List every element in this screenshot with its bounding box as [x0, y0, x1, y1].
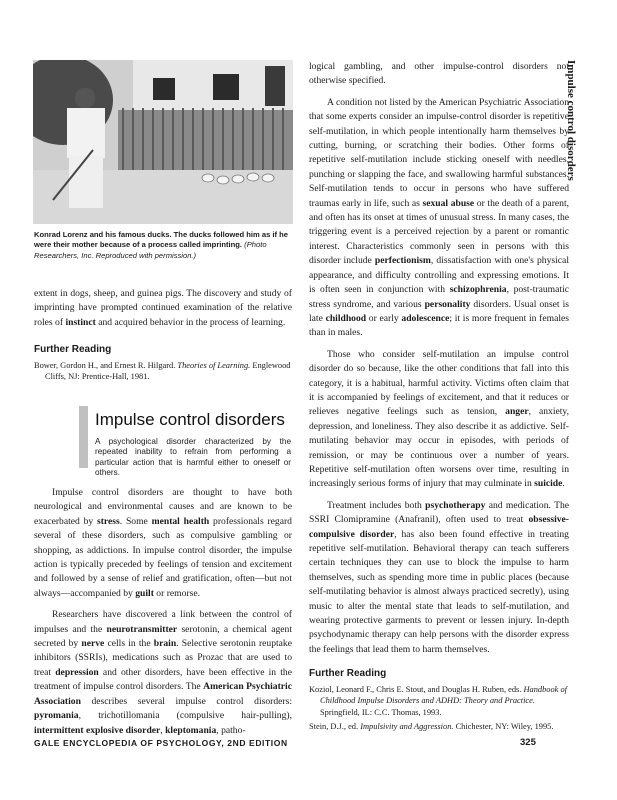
- text-run: Stein, D.J., ed.: [309, 722, 361, 732]
- text-run: , anxiety, depression, and loneliness. They also describe it as addictive. Self-mutilating behavior may occur in episodes, with periods of remission, or may be continuous over a number of years. Repetitive self-mutilation often worsens over time, resulting in increasingly serious forms of injury that may culminate in: [309, 406, 569, 490]
- bold-term: depression: [55, 666, 99, 678]
- bold-term: anger: [505, 406, 529, 418]
- text-run: , has also been found effective in treating repetitive self-mutilation. Behavioral therapy can teach sufferers certain techniques they can use to block the impulse to harm themselves, such as spending more time in public places (because self-mutilating behavior is almost always practiced secretly), using music to alter the mental state that leads to self-mutilation, and wearing protective garments to prevent or lessen injury. In-depth psychodynamic therapy can help persons with the disorder express the feelings that lead them to harm themselves.: [309, 528, 569, 655]
- bold-term: psychotherapy: [425, 499, 486, 511]
- caption-credit: (Photo Researchers, Inc. Reproduced with permission.): [34, 240, 267, 260]
- text-run: . Some: [119, 515, 152, 527]
- bold-term: kleptomania: [165, 724, 217, 736]
- reference-bower: [34, 360, 292, 384]
- page-number: 325: [520, 737, 536, 748]
- text-run: , dissatisfaction with one's physical appearance, and difficulty controlling and expressing emotions. It is often seen in conjunction with: [309, 255, 569, 296]
- further-reading-heading-right: Further Reading: [309, 668, 387, 680]
- text-run: Springfield, IL: C.C. Thomas, 1993.: [320, 708, 442, 718]
- footer-publication: GALE ENCYCLOPEDIA OF PSYCHOLOGY, 2ND EDITION: [34, 738, 288, 748]
- text-run: and other disorders, have been effective in the treatment of impulse control disorders. The: [34, 666, 292, 693]
- text-run: .: [562, 478, 565, 490]
- text-run: Those who consider self-mutilation an impulse control disorder do so because, like the other conditions that fall into this category, it is a habitual, harmful activity. Victims often claim that it is accompanied by feelings of excitement, and that it reduces or relieves negative feelings such as tension,: [309, 348, 569, 418]
- bold-term: brain: [153, 638, 177, 650]
- text-run: Chichester, NY: Wiley, 1995.: [453, 722, 554, 732]
- text-run: extent in dogs, sheep, and guinea pigs. The discovery and study of imprinting have prompted continued examination of the relative roles of: [34, 288, 292, 328]
- paragraph: [309, 499, 569, 657]
- further-reading-heading-left: Further Reading: [34, 344, 112, 356]
- text-run: Treatment includes both: [327, 499, 426, 511]
- paragraph: [34, 486, 292, 601]
- bold-term: pyromania: [34, 710, 79, 722]
- entry-title: Impulse control disorders: [95, 410, 285, 429]
- ref-title: Impulsivity and Aggression.: [360, 722, 454, 732]
- side-tab-label: Impulse control disorders: [565, 60, 577, 181]
- text-run: and acquired behavior in the process of learning.: [95, 316, 286, 328]
- left-column-upper: [34, 287, 292, 383]
- bold-term: perfectionism: [374, 255, 431, 267]
- bold-term: suicide: [534, 478, 563, 490]
- bold-term: obsessive-compulsive disorder: [309, 514, 569, 540]
- text-run: or the death of a parent, and often has its onset at times of unusual stress. In many cases, the triggering event is a perceived rejection by a parent or romantic interest. Characteristics commonly seen in persons with this disorder include: [309, 197, 570, 267]
- text-run: Englewood Cliffs, NJ: Prentice-Hall, 1981.: [45, 360, 291, 382]
- imprinting-continuation: [34, 287, 292, 330]
- reference-koziol: [309, 684, 569, 719]
- text-run: ; it is more frequent in females than in males.: [309, 312, 569, 339]
- bold-term: instinct: [65, 316, 96, 328]
- bold-term: intermittent explosive disorder: [34, 724, 161, 736]
- bold-term: schizophrenia: [449, 284, 507, 296]
- text-run: cells in the: [104, 638, 154, 650]
- ref-title: Theories of Learning.: [177, 360, 251, 370]
- text-run: , patho-: [216, 724, 246, 736]
- text-run: disorders. Usual onset is late: [309, 298, 569, 324]
- caption-text: Konrad Lorenz and his famous ducks. The ducks followed him as if he were their mother because of a process called imprinting.: [34, 230, 289, 250]
- bold-term: personality: [424, 298, 471, 310]
- text-run: , trichotillomania (compulsive hair-pulling),: [78, 710, 292, 722]
- text-run: Impulse control disorders are thought to have both neurological and environmental causes and are known to be exacerbated by: [34, 487, 292, 527]
- bold-term: mental health: [151, 515, 210, 527]
- right-column: [309, 60, 569, 733]
- bold-term: nerve: [81, 638, 105, 650]
- bold-term: neurotransmitter: [106, 623, 178, 635]
- paragraph: [309, 348, 569, 492]
- reference-stein: [309, 721, 569, 733]
- text-run: ,: [160, 724, 166, 736]
- entry-accent-bar: [79, 406, 88, 468]
- bold-term: childhood: [325, 312, 367, 324]
- bold-term: adolescence: [401, 312, 450, 324]
- photo-caption: [34, 230, 292, 261]
- paragraph: logical gambling, and other impulse-control disorders not otherwise specified.: [309, 61, 569, 87]
- text-run: describes several impulse control disorders:: [80, 695, 292, 707]
- bold-term: stress: [97, 515, 120, 527]
- text-run: and medication. The SSRI Clomipramine (Anafranil), often used to treat: [309, 499, 570, 526]
- text-run: , post-traumatic stress syndrome, and various: [309, 284, 569, 310]
- paragraph: [309, 96, 569, 341]
- photo-illustration: [33, 60, 293, 224]
- text-run: A condition not listed by the American Psychiatric Association that some experts consider an impulse-control disorder is repetitive self-mutilation, in which people intentionally harm themselves by cutting, burning, or scratching their bodies. Other forms of repetitive self-mutilation include sticking oneself with needles, punching or slapping the face, and swallowing harmful substances. Self-mutilation tends to occur in persons who have suffered traumas early in life, such as: [309, 96, 569, 209]
- text-run: professionals regard several of these disorders, such as compulsive gambling or shopping, as addictions. In impulse control disorder, the impulse action is typically preceded by feelings of tension and excitement and followed by a sense of relief and gratification, often—but not always—accompanied by: [34, 515, 292, 599]
- text-run: . Selective serotonin reuptake inhibitors (SSRIs), medications such as Prozac that are used to treat: [34, 638, 292, 678]
- bold-term: American Psychiatric Association: [34, 681, 292, 707]
- text-run: or remorse.: [153, 587, 200, 599]
- left-column-body: [34, 486, 292, 738]
- ref-title: Handbook of Childhood Impulse Disorders and ADHD: Theory and Practice.: [320, 684, 567, 706]
- text-run: Researchers have discovered a link between the control of impulses and the: [34, 609, 292, 635]
- text-run: Koziol, Leonard F., Chris E. Stout, and Douglas H. Ruben, eds.: [309, 684, 524, 694]
- text-run: serotonin, a chemical agent secreted by: [34, 623, 292, 650]
- paragraph: [34, 608, 292, 738]
- bold-term: sexual abuse: [422, 197, 475, 209]
- text-run: Bower, Gordon H., and Ernest R. Hilgard.: [34, 360, 178, 370]
- bold-term: guilt: [135, 587, 154, 599]
- text-run: or early: [366, 312, 402, 324]
- lorenz-photo: [33, 60, 293, 224]
- entry-definition: A psychological disorder characterized by the repeated inability to refrain from performing a particular action that is harmful either to oneself or others.: [95, 437, 291, 478]
